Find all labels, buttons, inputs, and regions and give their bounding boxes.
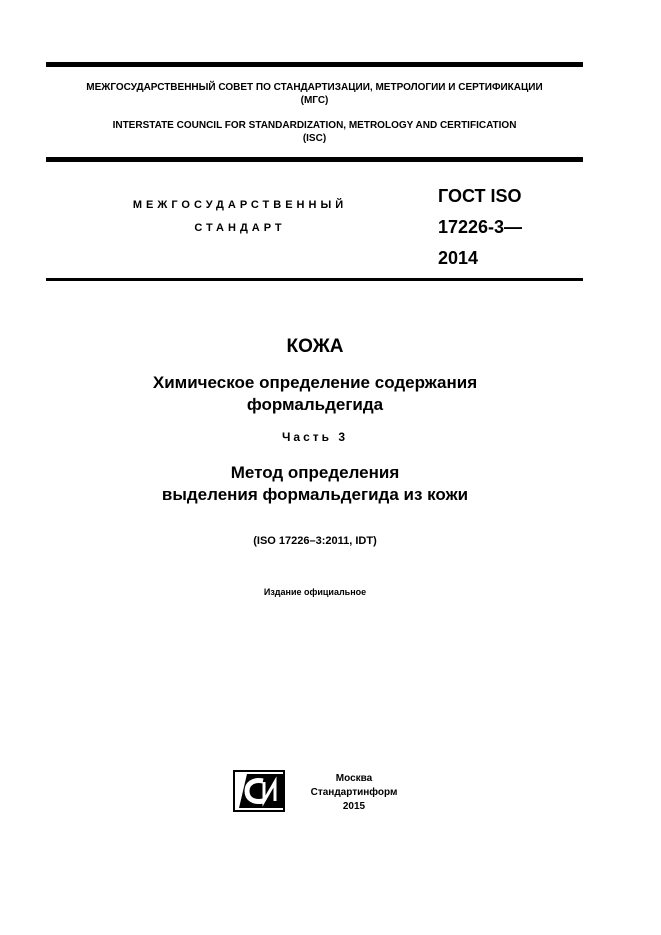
standard-number-line2: 17226-3— [438, 217, 523, 237]
standard-kind-line2: СТАНДАРТ [194, 222, 286, 234]
edition-note: Издание официальное [263, 587, 367, 597]
council-name-en [46, 119, 583, 145]
council-ru-line1: МЕЖГОСУДАРСТВЕННЫЙ СОВЕТ ПО СТАНДАРТИЗАЦИИ, МЕТРОЛОГИИ И СЕРТИФИКАЦИИ [86, 82, 543, 93]
part-label: Часть 3 [281, 430, 349, 444]
imprint-city: Москва [335, 773, 373, 784]
part-title-line2: выделения формальдегида из кожи [161, 485, 469, 504]
main-title: КОЖА [286, 336, 344, 357]
middle-rule [46, 157, 583, 162]
standard-number [438, 181, 578, 274]
top-rule [46, 62, 583, 67]
imprint [300, 772, 408, 814]
council-en-line2: (ISC) [302, 133, 327, 144]
part-title-line1: Метод определения [230, 463, 400, 482]
standartinform-logo-icon [233, 770, 285, 812]
part-title [0, 462, 630, 506]
standard-number-line3: 2014 [438, 248, 479, 268]
imprint-year: 2015 [342, 801, 366, 812]
council-ru-line2: (МГС) [300, 95, 329, 106]
subtitle [0, 372, 630, 416]
subtitle-line1: Химическое определение содержания [152, 373, 478, 392]
standard-number-line1: ГОСТ ISO [438, 186, 522, 206]
imprint-publisher: Стандартинформ [310, 787, 398, 798]
lower-rule [46, 278, 583, 281]
iso-reference: (ISO 17226–3:2011, IDT) [253, 535, 377, 547]
council-name-ru [46, 81, 583, 107]
subtitle-line2: формальдегида [246, 395, 384, 414]
standard-kind-line1: МЕЖГОСУДАРСТВЕННЫЙ [132, 199, 348, 211]
council-en-line1: INTERSTATE COUNCIL FOR STANDARDIZATION, METROLOGY AND CERTIFICATION [112, 120, 517, 131]
